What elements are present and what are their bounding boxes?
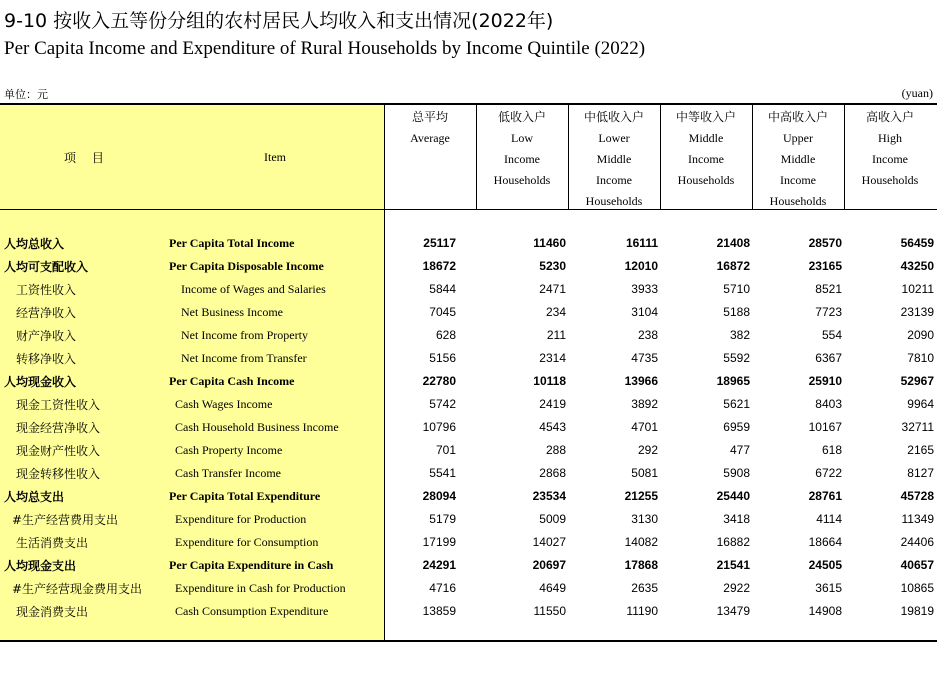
cell-value: 3933 [631, 282, 658, 296]
table-row [0, 554, 937, 577]
cell-value: 18965 [716, 374, 750, 388]
column-header-chinese: 中高收入户 [767, 110, 828, 124]
table-row [0, 232, 937, 255]
row-label-english: Expenditure for Production [175, 512, 307, 526]
cell-value: 477 [729, 443, 750, 457]
table-row [0, 462, 937, 485]
cell-value: 7723 [815, 305, 842, 319]
cell-value: 10796 [422, 420, 456, 434]
column-header-chinese: 低收入户 [497, 110, 546, 124]
table-row [0, 508, 937, 531]
column-header-english: Households [677, 173, 735, 187]
cell-value: 11349 [901, 512, 934, 526]
cell-value: 3130 [631, 512, 658, 526]
cell-value: 4735 [631, 351, 658, 365]
cell-value: 4716 [429, 581, 456, 595]
column-header [752, 107, 844, 212]
cell-value: 2314 [539, 351, 566, 365]
cell-value: 23165 [808, 259, 842, 273]
unit-label-chinese: 单位：元 [4, 88, 48, 101]
cell-value: 7045 [429, 305, 456, 319]
cell-value: 18664 [808, 535, 842, 549]
column-header-english: Income [504, 152, 540, 166]
table-row [0, 485, 937, 508]
row-label-chinese: 人均总支出 [4, 490, 65, 504]
cell-value: 5592 [723, 351, 750, 365]
row-label-english: Cash Consumption Expenditure [175, 604, 329, 618]
column-header [476, 107, 568, 191]
table-row [0, 416, 937, 439]
column-header-english: Income [596, 173, 632, 187]
row-label-chinese: 现金消费支出 [16, 605, 89, 619]
table-row [0, 301, 937, 324]
cell-value: 16882 [716, 535, 750, 549]
table-row [0, 370, 937, 393]
cell-value: 5541 [429, 466, 456, 480]
column-header-english: Income [780, 173, 816, 187]
cell-value: 4649 [539, 581, 566, 595]
cell-value: 7810 [907, 351, 934, 365]
column-header-chinese: 高收入户 [865, 110, 914, 124]
cell-value: 618 [821, 443, 842, 457]
column-header-english: Lower [598, 131, 630, 145]
cell-value: 3104 [631, 305, 658, 319]
row-label-chinese: 生活消费支出 [16, 536, 89, 550]
cell-value: 292 [637, 443, 658, 457]
cell-value: 4543 [539, 420, 566, 434]
column-header-english: Households [585, 194, 643, 208]
column-header-english: Middle [596, 152, 632, 166]
cell-value: 10118 [533, 374, 566, 388]
cell-value: 24406 [900, 535, 934, 549]
cell-value: 10211 [901, 282, 934, 296]
cell-value: 5179 [429, 512, 456, 526]
cell-value: 2165 [907, 443, 934, 457]
row-label-english: Per Capita Expenditure in Cash [169, 558, 334, 572]
cell-value: 628 [435, 328, 456, 342]
column-header-english: High [878, 131, 902, 145]
cell-value: 12010 [624, 259, 658, 273]
row-label-english: Cash Wages Income [175, 397, 273, 411]
column-header-chinese: 总平均 [411, 110, 448, 124]
cell-value: 701 [435, 443, 456, 457]
cell-value: 3892 [631, 397, 658, 411]
cell-value: 382 [729, 328, 750, 342]
cell-value: 11460 [533, 236, 566, 250]
cell-value: 2868 [539, 466, 566, 480]
cell-value: 28570 [808, 236, 842, 250]
table-row [0, 577, 937, 600]
cell-value: 25117 [423, 236, 456, 250]
table-bottom-rule [0, 640, 937, 642]
cell-value: 24505 [808, 558, 842, 572]
cell-value: 11190 [626, 604, 658, 618]
cell-value: 20697 [532, 558, 566, 572]
cell-value: 3418 [723, 512, 750, 526]
column-header-chinese: 中等收入户 [675, 110, 736, 124]
row-label-english: Net Business Income [181, 305, 283, 319]
column-header [384, 107, 476, 149]
column-header-english: Income [872, 152, 908, 166]
cell-value: 21255 [624, 489, 658, 503]
row-label-english: Per Capita Disposable Income [169, 259, 324, 273]
cell-value: 2419 [539, 397, 566, 411]
cell-value: 14082 [624, 535, 658, 549]
row-label-english: Per Capita Total Income [169, 236, 295, 250]
row-label-chinese: 现金经营净收入 [16, 421, 101, 435]
cell-value: 14027 [532, 535, 566, 549]
cell-value: 25440 [716, 489, 750, 503]
cell-value: 288 [545, 443, 566, 457]
row-label-chinese: 人均现金支出 [4, 559, 77, 573]
cell-value: 2635 [631, 581, 658, 595]
cell-value: 17868 [624, 558, 658, 572]
column-header-english: Income [688, 152, 724, 166]
cell-value: 14908 [808, 604, 842, 618]
cell-value: 28761 [808, 489, 842, 503]
item-header-english: Item [264, 150, 286, 164]
cell-value: 5188 [723, 305, 750, 319]
row-label-chinese: 转移净收入 [16, 352, 77, 366]
cell-value: 4701 [631, 420, 658, 434]
cell-value: 6722 [815, 466, 842, 480]
cell-value: 45728 [900, 489, 934, 503]
table-top-rule [0, 103, 937, 105]
table-title-english: Per Capita Income and Expenditure of Rural Households by Income Quintile (2022) [4, 38, 646, 59]
cell-value: 16111 [625, 236, 658, 250]
cell-value: 10167 [808, 420, 842, 434]
cell-value: 25910 [808, 374, 842, 388]
column-header [568, 107, 660, 212]
row-label-chinese: 现金转移性收入 [16, 467, 101, 481]
cell-value: 40657 [900, 558, 934, 572]
row-label-english: Cash Property Income [175, 443, 283, 457]
column-header-english: Households [861, 173, 919, 187]
cell-value: 238 [637, 328, 658, 342]
cell-value: 8521 [815, 282, 842, 296]
row-label-chinese: 人均可支配收入 [4, 260, 89, 274]
cell-value: 11550 [533, 604, 566, 618]
cell-value: 32711 [901, 420, 934, 434]
cell-value: 211 [546, 328, 566, 342]
cell-value: 10865 [900, 581, 934, 595]
cell-value: 554 [821, 328, 842, 342]
cell-value: 5710 [723, 282, 750, 296]
cell-value: 16872 [716, 259, 750, 273]
cell-value: 21408 [716, 236, 750, 250]
cell-value: 5009 [539, 512, 566, 526]
row-label-chinese: 人均现金收入 [4, 375, 77, 389]
column-header-english: Households [493, 173, 551, 187]
row-label-english: Cash Household Business Income [175, 420, 339, 434]
cell-value: 56459 [900, 236, 934, 250]
column-header-english: Upper [783, 131, 813, 145]
table-row [0, 278, 937, 301]
table-row [0, 531, 937, 554]
table-title-chinese: 9-10 按收入五等份分组的农村居民人均收入和支出情况(2022年) [4, 10, 554, 32]
cell-value: 5156 [429, 351, 456, 365]
cell-value: 13859 [422, 604, 456, 618]
table-row [0, 324, 937, 347]
row-label-english: Per Capita Total Expenditure [169, 489, 321, 503]
column-header-english: Middle [688, 131, 724, 145]
table-row [0, 255, 937, 278]
cell-value: 8127 [907, 466, 934, 480]
row-label-chinese: 经营净收入 [16, 306, 77, 320]
cell-value: 22780 [422, 374, 456, 388]
row-label-chinese: #生产经营现金费用支出 [12, 582, 143, 596]
cell-value: 5230 [539, 259, 566, 273]
cell-value: 23534 [532, 489, 566, 503]
cell-value: 19819 [900, 604, 934, 618]
cell-value: 2471 [539, 282, 566, 296]
cell-value: 5908 [723, 466, 750, 480]
cell-value: 5621 [723, 397, 750, 411]
table-row [0, 600, 937, 623]
cell-value: 4114 [816, 512, 842, 526]
row-label-chinese: 人均总收入 [4, 237, 65, 251]
row-label-chinese: 现金工资性收入 [16, 398, 101, 412]
row-label-english: Net Income from Property [181, 328, 308, 342]
cell-value: 5742 [429, 397, 456, 411]
cell-value: 5844 [429, 282, 456, 296]
column-header-chinese: 中低收入户 [583, 110, 644, 124]
cell-value: 24291 [422, 558, 456, 572]
column-header [844, 107, 936, 191]
cell-value: 23139 [900, 305, 934, 319]
row-label-chinese: 现金财产性收入 [16, 444, 101, 458]
cell-value: 21541 [716, 558, 750, 572]
column-header-english: Households [769, 194, 827, 208]
row-label-chinese: 工资性收入 [16, 283, 77, 297]
column-header [660, 107, 752, 191]
cell-value: 17199 [422, 535, 456, 549]
row-label-chinese: #生产经营费用支出 [12, 513, 119, 527]
row-label-english: Expenditure for Consumption [175, 535, 319, 549]
cell-value: 5081 [631, 466, 658, 480]
column-header-english: Middle [780, 152, 816, 166]
row-label-english: Cash Transfer Income [175, 466, 281, 480]
cell-value: 2090 [907, 328, 934, 342]
column-header-english: Low [511, 131, 533, 145]
cell-value: 234 [545, 305, 566, 319]
cell-value: 6367 [815, 351, 842, 365]
cell-value: 18672 [422, 259, 456, 273]
item-header-chinese: 项 目 [64, 151, 110, 165]
cell-value: 52967 [900, 374, 934, 388]
cell-value: 2922 [723, 581, 750, 595]
table-row [0, 347, 937, 370]
row-label-english: Expenditure in Cash for Production [175, 581, 346, 595]
table-row [0, 439, 937, 462]
row-label-english: Net Income from Transfer [181, 351, 307, 365]
unit-label-english: (yuan) [901, 86, 933, 100]
cell-value: 6959 [723, 420, 750, 434]
column-header-english: Average [410, 131, 450, 145]
cell-value: 3615 [815, 581, 842, 595]
row-label-english: Per Capita Cash Income [169, 374, 295, 388]
cell-value: 8403 [815, 397, 842, 411]
cell-value: 9964 [907, 397, 934, 411]
table-row [0, 393, 937, 416]
row-label-english: Income of Wages and Salaries [181, 282, 326, 296]
cell-value: 43250 [900, 259, 934, 273]
row-label-chinese: 财产净收入 [16, 329, 77, 343]
cell-value: 28094 [422, 489, 456, 503]
cell-value: 13479 [716, 604, 750, 618]
cell-value: 13966 [624, 374, 658, 388]
